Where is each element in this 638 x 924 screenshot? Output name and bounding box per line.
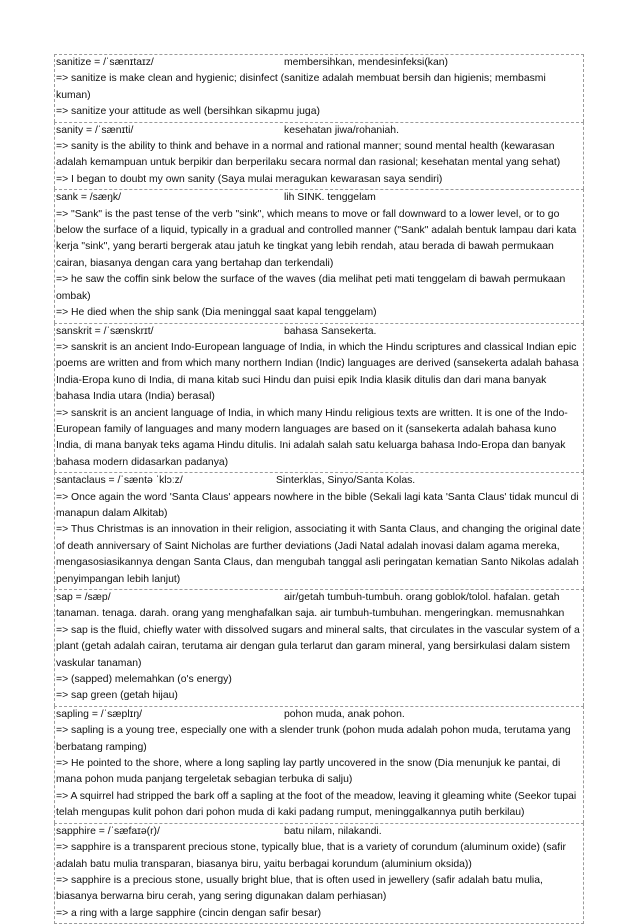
dictionary-entry (54, 589, 584, 706)
entry-line: => sanitize your attitude as well (bersihkan sikapmu juga) (56, 106, 320, 118)
dictionary-entry (54, 706, 584, 823)
entry-line: => sapling is a young tree, especially one with a slender trunk (pohon muda adalah pohon muda, terutama yang berbatang ramping) (56, 725, 571, 753)
entry-line: => I began to doubt my own sanity (Saya mulai meragukan kewarasan saya sendiri) (56, 173, 443, 185)
entry-meaning: batu nilam, nilakandi. (284, 825, 382, 837)
entry-headline (56, 473, 582, 489)
entry-term: sanitize = /ˈsænɪtaɪz/ (56, 57, 154, 68)
entry-line: => "Sank" is the past tense of the verb "sink", which means to move or fall downward to a lower level, or to go below the surface of a liquid, typically in a gradual and controlled manner ("Sank" adalah bentuk lampau dari kata kerja "sink", yang berarti bergerak atau jatuh ke tingkat yang lebih rendah, atau berada di bawah permukaan cairan, biasanya dengan cara yang bertahap dan terkendali) (56, 208, 577, 269)
entry-line: => sap green (getah hijau) (56, 690, 178, 702)
entry-term: sank = /sæŋk/ (56, 192, 121, 204)
entry-line: => (sapped) melemahkan (o's energy) (56, 674, 232, 686)
entry-meaning: Sinterklas, Sinyo/Santa Kolas. (276, 475, 416, 487)
entry-line: => Once again the word 'Santa Claus' appears nowhere in the bible (Sekali lagi kata 'Santa Claus' tidak muncul di manapun dalam Alkitab) (56, 491, 579, 519)
entry-headline (56, 707, 582, 723)
dictionary-entry (54, 823, 584, 924)
entry-term: sap = /sæp/ (56, 592, 111, 603)
dictionary-entry (54, 323, 584, 473)
entry-term: sanskrit = /ˈsænskrɪt/ (56, 325, 154, 337)
entry-line: => he saw the coffin sink below the surface of the waves (dia melihat peti mati tenggelam di bawah permukaan ombak) (56, 274, 566, 302)
entry-term: sapling = /ˈsæplɪŋ/ (56, 708, 143, 720)
entry-line: => a ring with a large sapphire (cincin dengan safir besar) (56, 907, 322, 919)
entry-line: => sap is the fluid, chiefly water with dissolved sugars and mineral salts, that circulates in the vascular system of a plant (getah adalah cairan, terutama air dengan gula terlarut dan garam mineral, yang bersirkulasi dalam sistem vaskular tanaman) (56, 624, 580, 669)
dictionary-entry (54, 472, 584, 589)
entry-headline (56, 123, 582, 139)
entry-line: => sanity is the ability to think and behave in a normal and rational manner; sound mental health (kewarasan adalah kemampuan untuk berpikir dan berperilaku secara normal dan rasional; kesehatan mental yang sehat) (56, 141, 561, 169)
entry-meaning: lih SINK. tenggelam (284, 192, 376, 204)
entry-line: => sanskrit is an ancient Indo-European language of India, in which the Hindu scriptures and classical Indian epic poems are written and from which many northern Indian (Indic) languages are derived (sansekerta adalah bahasa India-Eropa kuno di India, di mana kitab suci Hindu dan puisi epik India klasik ditulis dan dari mana banyak bahasa India utara (India) berasal) (56, 341, 579, 403)
entry-meaning: air/getah tumbuh-tumbuh. orang goblok/tolol. hafalan. getah (284, 592, 560, 603)
entry-term: santaclaus = /ˈsæntə ˈklɔːz/ (56, 475, 183, 487)
entry-headline (56, 55, 582, 71)
entry-headline (56, 824, 582, 840)
entry-line: => sanskrit is an ancient language of India, in which many Hindu religious texts are written. It is one of the Indo-European family of languages and many modern languages are based on it (sansekerta adalah bahasa kuno India, di mana banyak teks agama Hindu ditulis. Ini adalah salah satu keluarga bahasa Indo-Eropa dan banyak bahasa modern didasarkan padanya) (56, 407, 568, 468)
entry-meaning: kesehatan jiwa/rohaniah. (284, 124, 399, 136)
entry-headline (56, 190, 582, 206)
entry-meaning: bahasa Sansekerta. (284, 325, 377, 337)
entry-line: => Thus Christmas is an innovation in their religion, associating it with Santa Claus, and changing the original date of death anniversary of Saint Nicholas are further deviations (Jadi Natal adalah inovasi dalam agama mereka, mengasosiasikannya dengan Santa Claus, dan mengubah tanggal asli peringatan kematian Santo Nikolas adalah penyimpangan lebih lanjut) (56, 524, 581, 585)
entry-term: sanity = /ˈsænɪti/ (56, 124, 134, 136)
entry-meaning: pohon muda, anak pohon. (284, 708, 405, 720)
dictionary-entry (54, 122, 584, 190)
entry-headline (56, 590, 582, 606)
dictionary-entry (54, 54, 584, 122)
entry-line: => A squirrel had stripped the bark off a sapling at the foot of the meadow, leaving it gleaming white (Seekor tupai telah mengupas kulit pohon dari pohon muda di kaki padang rumput, meninggalkannya putih berkilau) (56, 790, 577, 819)
entry-line: => sanitize is make clean and hygienic; disinfect (sanitize adalah membuat bersih dan higienis; membasmi kuman) (56, 73, 546, 101)
dictionary-entry (54, 189, 584, 322)
entry-line: => He died when the ship sank (Dia meninggal saat kapal tenggelam) (56, 307, 377, 319)
entry-meaning: membersihkan, mendesinfeksi(kan) (284, 57, 449, 68)
entry-line: tanaman. tenaga. darah. orang yang menghafalkan saja. air tumbuh-tumbuhan. mengeringkan. memusnahkan (56, 608, 565, 620)
dictionary-page (54, 54, 584, 924)
entry-term: sapphire = /ˈsæfaɪə(r)/ (56, 825, 160, 837)
entry-line: => sapphire is a precious stone, usually bright blue, that is often used in jewellery (safir adalah batu mulia, biasanya berwarna biru cerah, yang sering digunakan dalam perhiasan) (56, 874, 543, 903)
entry-headline (56, 324, 582, 340)
entry-line: => He pointed to the shore, where a long sapling lay partly uncovered in the snow (Dia menunjuk ke pantai, di mana pohon muda panjang tergeletak sebagian terbuka di salju) (56, 758, 561, 786)
entry-line: => sapphire is a transparent precious stone, typically blue, that is a variety of corundum (aluminum oxide) (safir adalah batu mulia transparan, biasanya biru, yaitu berbagai korundum (aluminium oksida)) (56, 842, 566, 870)
